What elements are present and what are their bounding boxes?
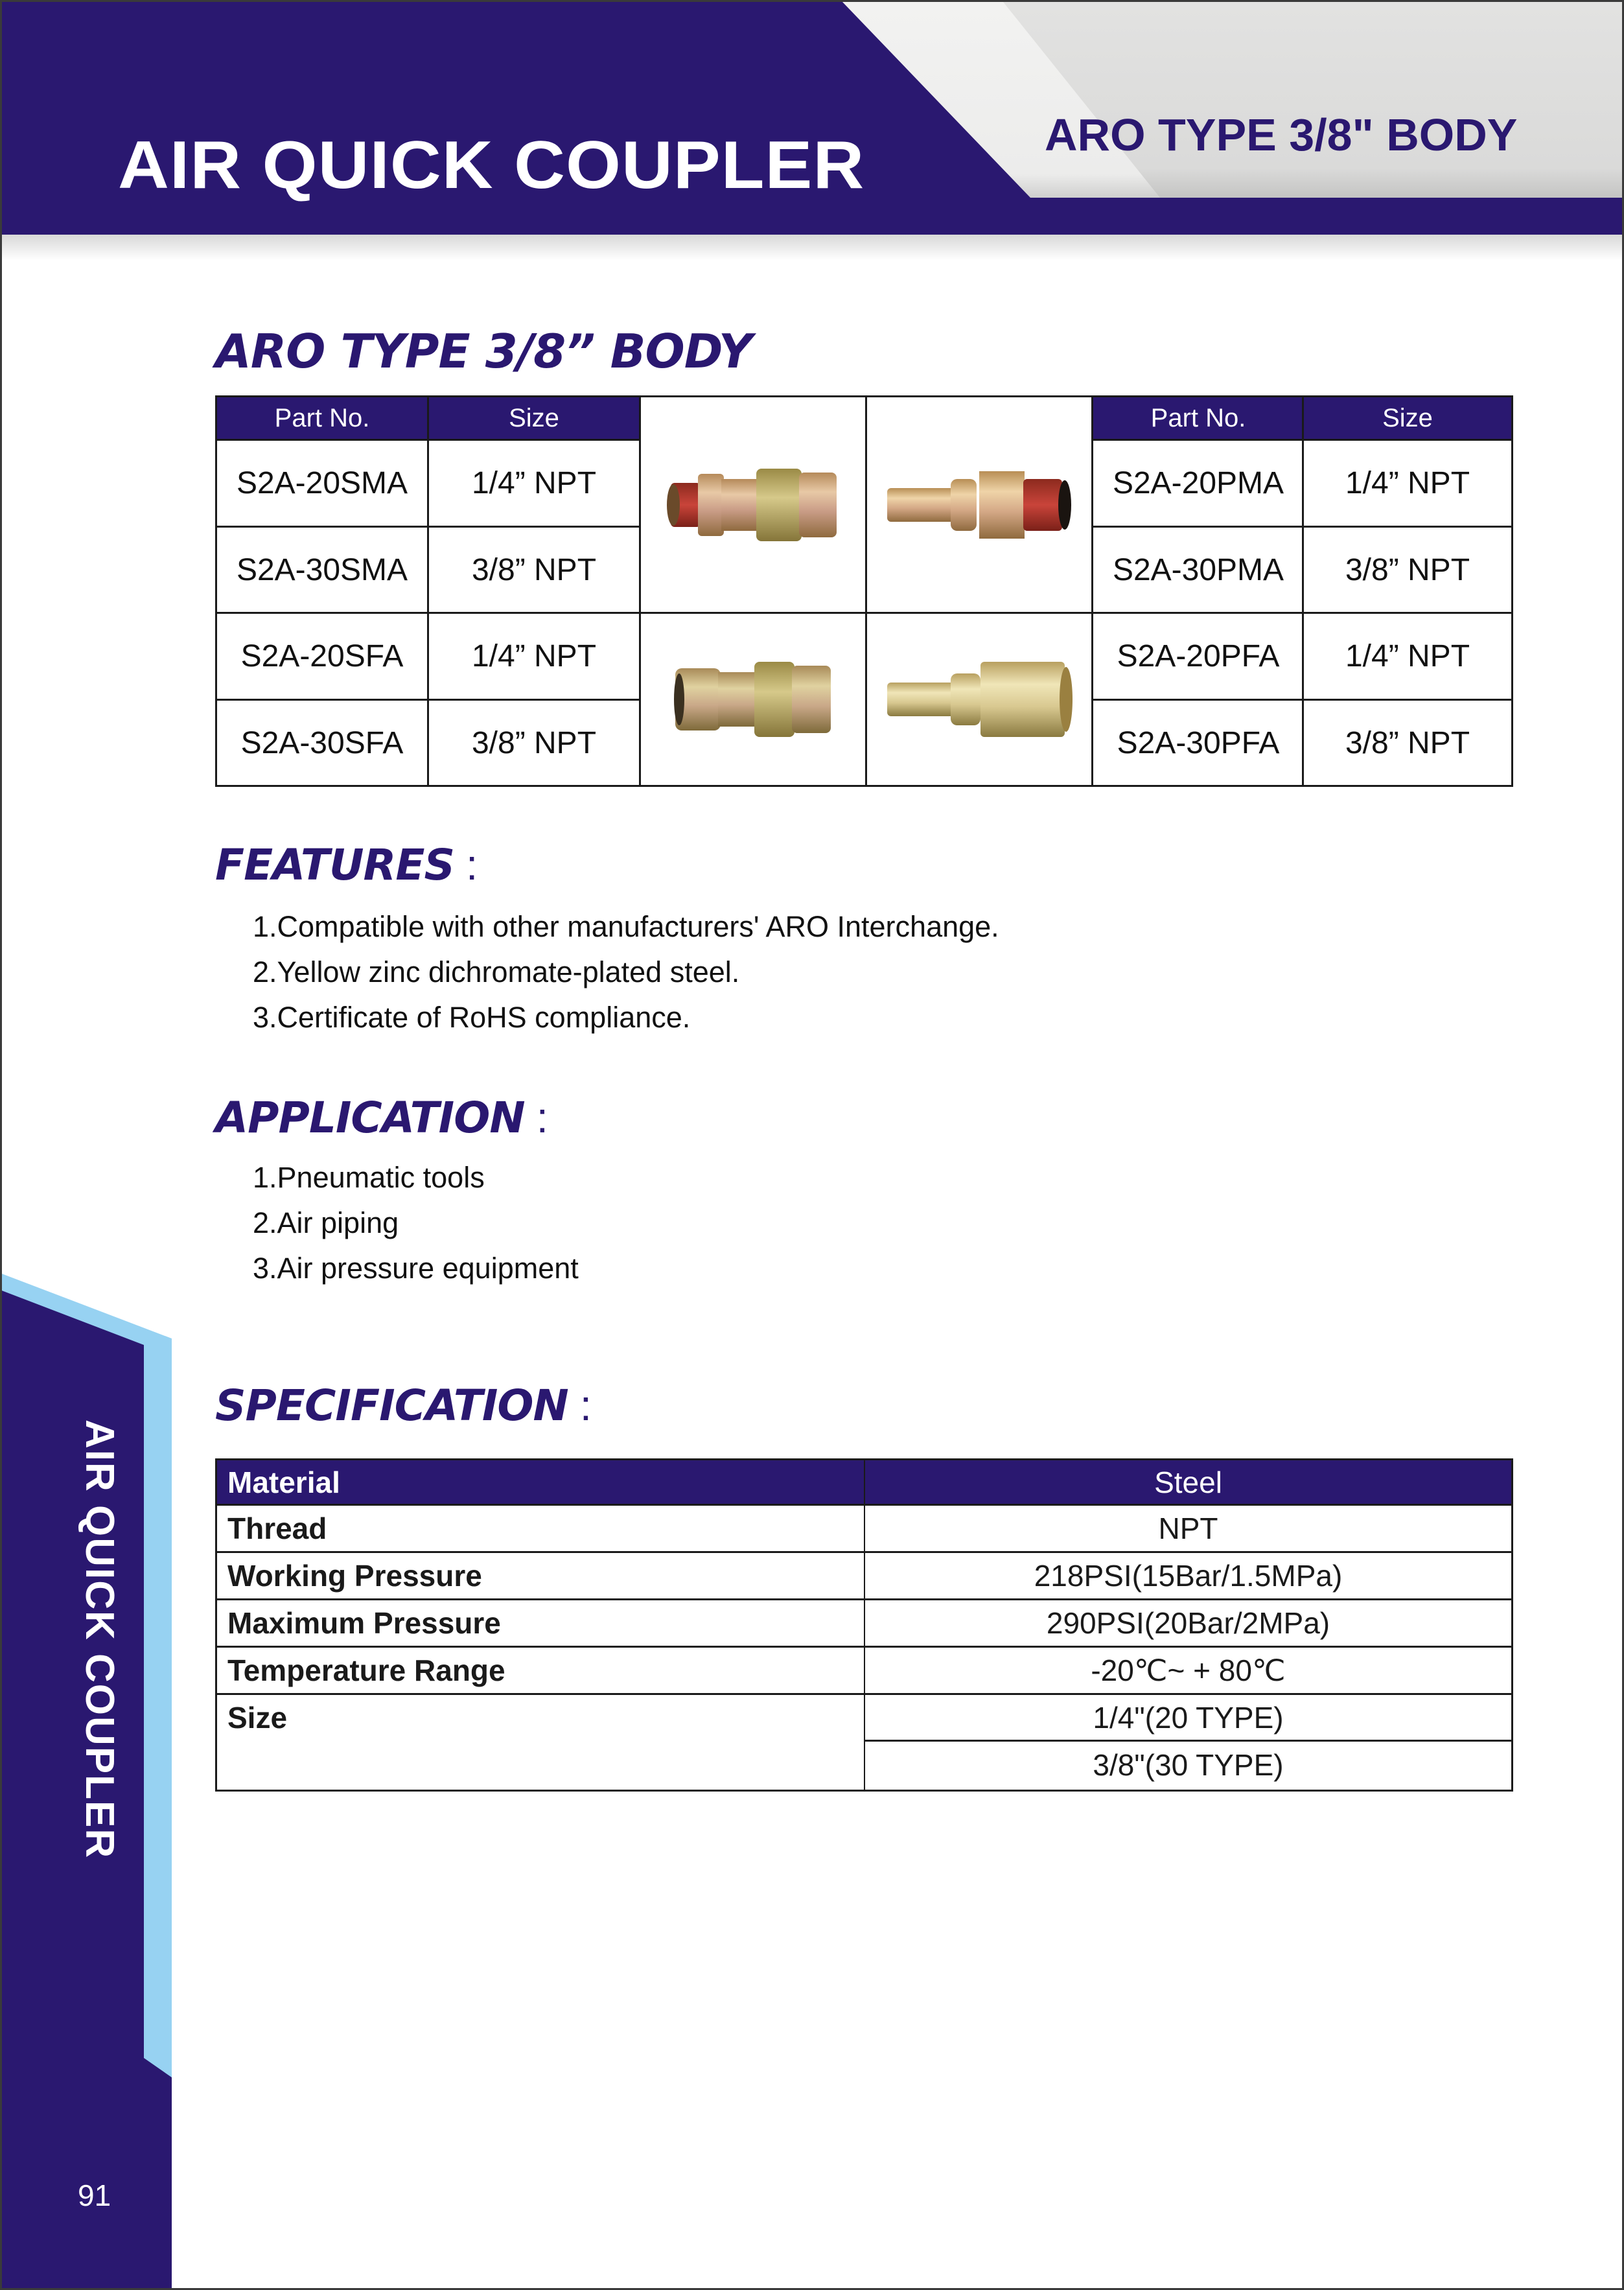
feature-item-1: 1.Compatible with other manufacturers' ARO Interchange. <box>253 910 999 943</box>
header-banner <box>0 0 1624 235</box>
banner-shadow <box>0 235 1624 261</box>
plug-female-coupler-icon <box>882 654 1076 745</box>
right-row-2-size: 3/8” NPT <box>1302 526 1513 614</box>
left-row-2-size: 3/8” NPT <box>427 526 641 614</box>
features-title <box>215 840 477 890</box>
application-title-text: APPLICATION <box>215 1093 525 1143</box>
plug-female-thread-image <box>865 612 1093 787</box>
spec-value: 218PSI(15Bar/1.5MPa) <box>1034 1559 1343 1593</box>
left-header-part-no: Part No. <box>215 395 429 441</box>
size-values <box>865 1695 1511 1790</box>
application-item-2: 2.Air piping <box>253 1206 399 1239</box>
application-title <box>215 1093 548 1143</box>
side-tab-label: AIR QUICK COUPLER <box>77 1420 122 1860</box>
right-row-1-size: 1/4” NPT <box>1302 439 1513 528</box>
page-number: 91 <box>78 2179 111 2212</box>
spec-value: 290PSI(20Bar/2MPa) <box>1046 1606 1330 1640</box>
banner-title: AIR QUICK COUPLER <box>118 128 865 203</box>
right-row-4-part-no: S2A-30PFA <box>1091 699 1305 787</box>
features-title-text: FEATURES <box>215 840 454 890</box>
left-row-3-part-no: S2A-20SFA <box>215 612 429 701</box>
spec-row-thread <box>215 1506 1513 1553</box>
spec-row-material <box>215 1458 1513 1506</box>
plug-male-coupler-icon <box>882 460 1076 550</box>
right-row-2-part-no: S2A-30PMA <box>1091 526 1305 614</box>
features-list <box>253 904 999 1040</box>
specification-title <box>215 1381 591 1431</box>
socket-female-thread-image <box>639 612 867 787</box>
application-colon: : <box>536 1093 548 1141</box>
left-row-1-size: 1/4” NPT <box>427 439 641 528</box>
features-colon: : <box>466 841 478 889</box>
specification-table <box>215 1458 1513 1792</box>
spec-row-size <box>215 1695 1513 1792</box>
left-row-3-size: 1/4” NPT <box>427 612 641 701</box>
feature-item-3: 3.Certificate of RoHS compliance. <box>253 1001 691 1034</box>
left-header-size: Size <box>427 395 641 441</box>
product-table <box>215 395 1513 787</box>
left-row-4-size: 3/8” NPT <box>427 699 641 787</box>
left-row-4-part-no: S2A-30SFA <box>215 699 429 787</box>
application-list <box>253 1155 579 1291</box>
spec-value: -20℃~ + 80℃ <box>1091 1653 1286 1687</box>
spec-label: Temperature Range <box>217 1648 865 1693</box>
specification-colon: : <box>579 1381 592 1429</box>
left-row-2-part-no: S2A-30SMA <box>215 526 429 614</box>
spec-row-working-pressure <box>215 1553 1513 1600</box>
feature-item-2: 2.Yellow zinc dichromate-plated steel. <box>253 955 740 988</box>
right-row-3-size: 1/4” NPT <box>1302 612 1513 701</box>
product-section-title-text: ARO TYPE 3/8” BODY <box>215 324 752 379</box>
socket-male-coupler-icon <box>659 460 847 550</box>
banner-subtitle: ARO TYPE 3/8" BODY <box>1045 110 1518 160</box>
spec-label: Material <box>217 1460 865 1504</box>
spec-row-maximum-pressure <box>215 1600 1513 1648</box>
application-item-3: 3.Air pressure equipment <box>253 1252 579 1285</box>
spec-value: NPT <box>1158 1512 1218 1545</box>
socket-male-thread-image <box>639 395 867 614</box>
right-header-size: Size <box>1302 395 1513 441</box>
product-section-title <box>215 324 752 379</box>
right-row-3-part-no: S2A-20PFA <box>1091 612 1305 701</box>
spec-value: Steel <box>1154 1465 1222 1499</box>
right-row-1-part-no: S2A-20PMA <box>1091 439 1305 528</box>
socket-female-coupler-icon <box>669 654 837 745</box>
size-value-2: 3/8"(30 TYPE) <box>1093 1748 1284 1782</box>
right-row-4-size: 3/8” NPT <box>1302 699 1513 787</box>
spec-label: Thread <box>217 1506 865 1551</box>
spec-label: Working Pressure <box>217 1553 865 1598</box>
spec-label: Maximum Pressure <box>217 1600 865 1646</box>
spec-row-temperature-range <box>215 1648 1513 1695</box>
size-value-1: 1/4"(20 TYPE) <box>865 1695 1511 1742</box>
left-row-1-part-no: S2A-20SMA <box>215 439 429 528</box>
spec-label: Size <box>217 1695 865 1790</box>
application-item-1: 1.Pneumatic tools <box>253 1161 485 1194</box>
plug-male-thread-image <box>865 395 1093 614</box>
specification-title-text: SPECIFICATION <box>215 1381 568 1431</box>
right-header-part-no: Part No. <box>1091 395 1305 441</box>
